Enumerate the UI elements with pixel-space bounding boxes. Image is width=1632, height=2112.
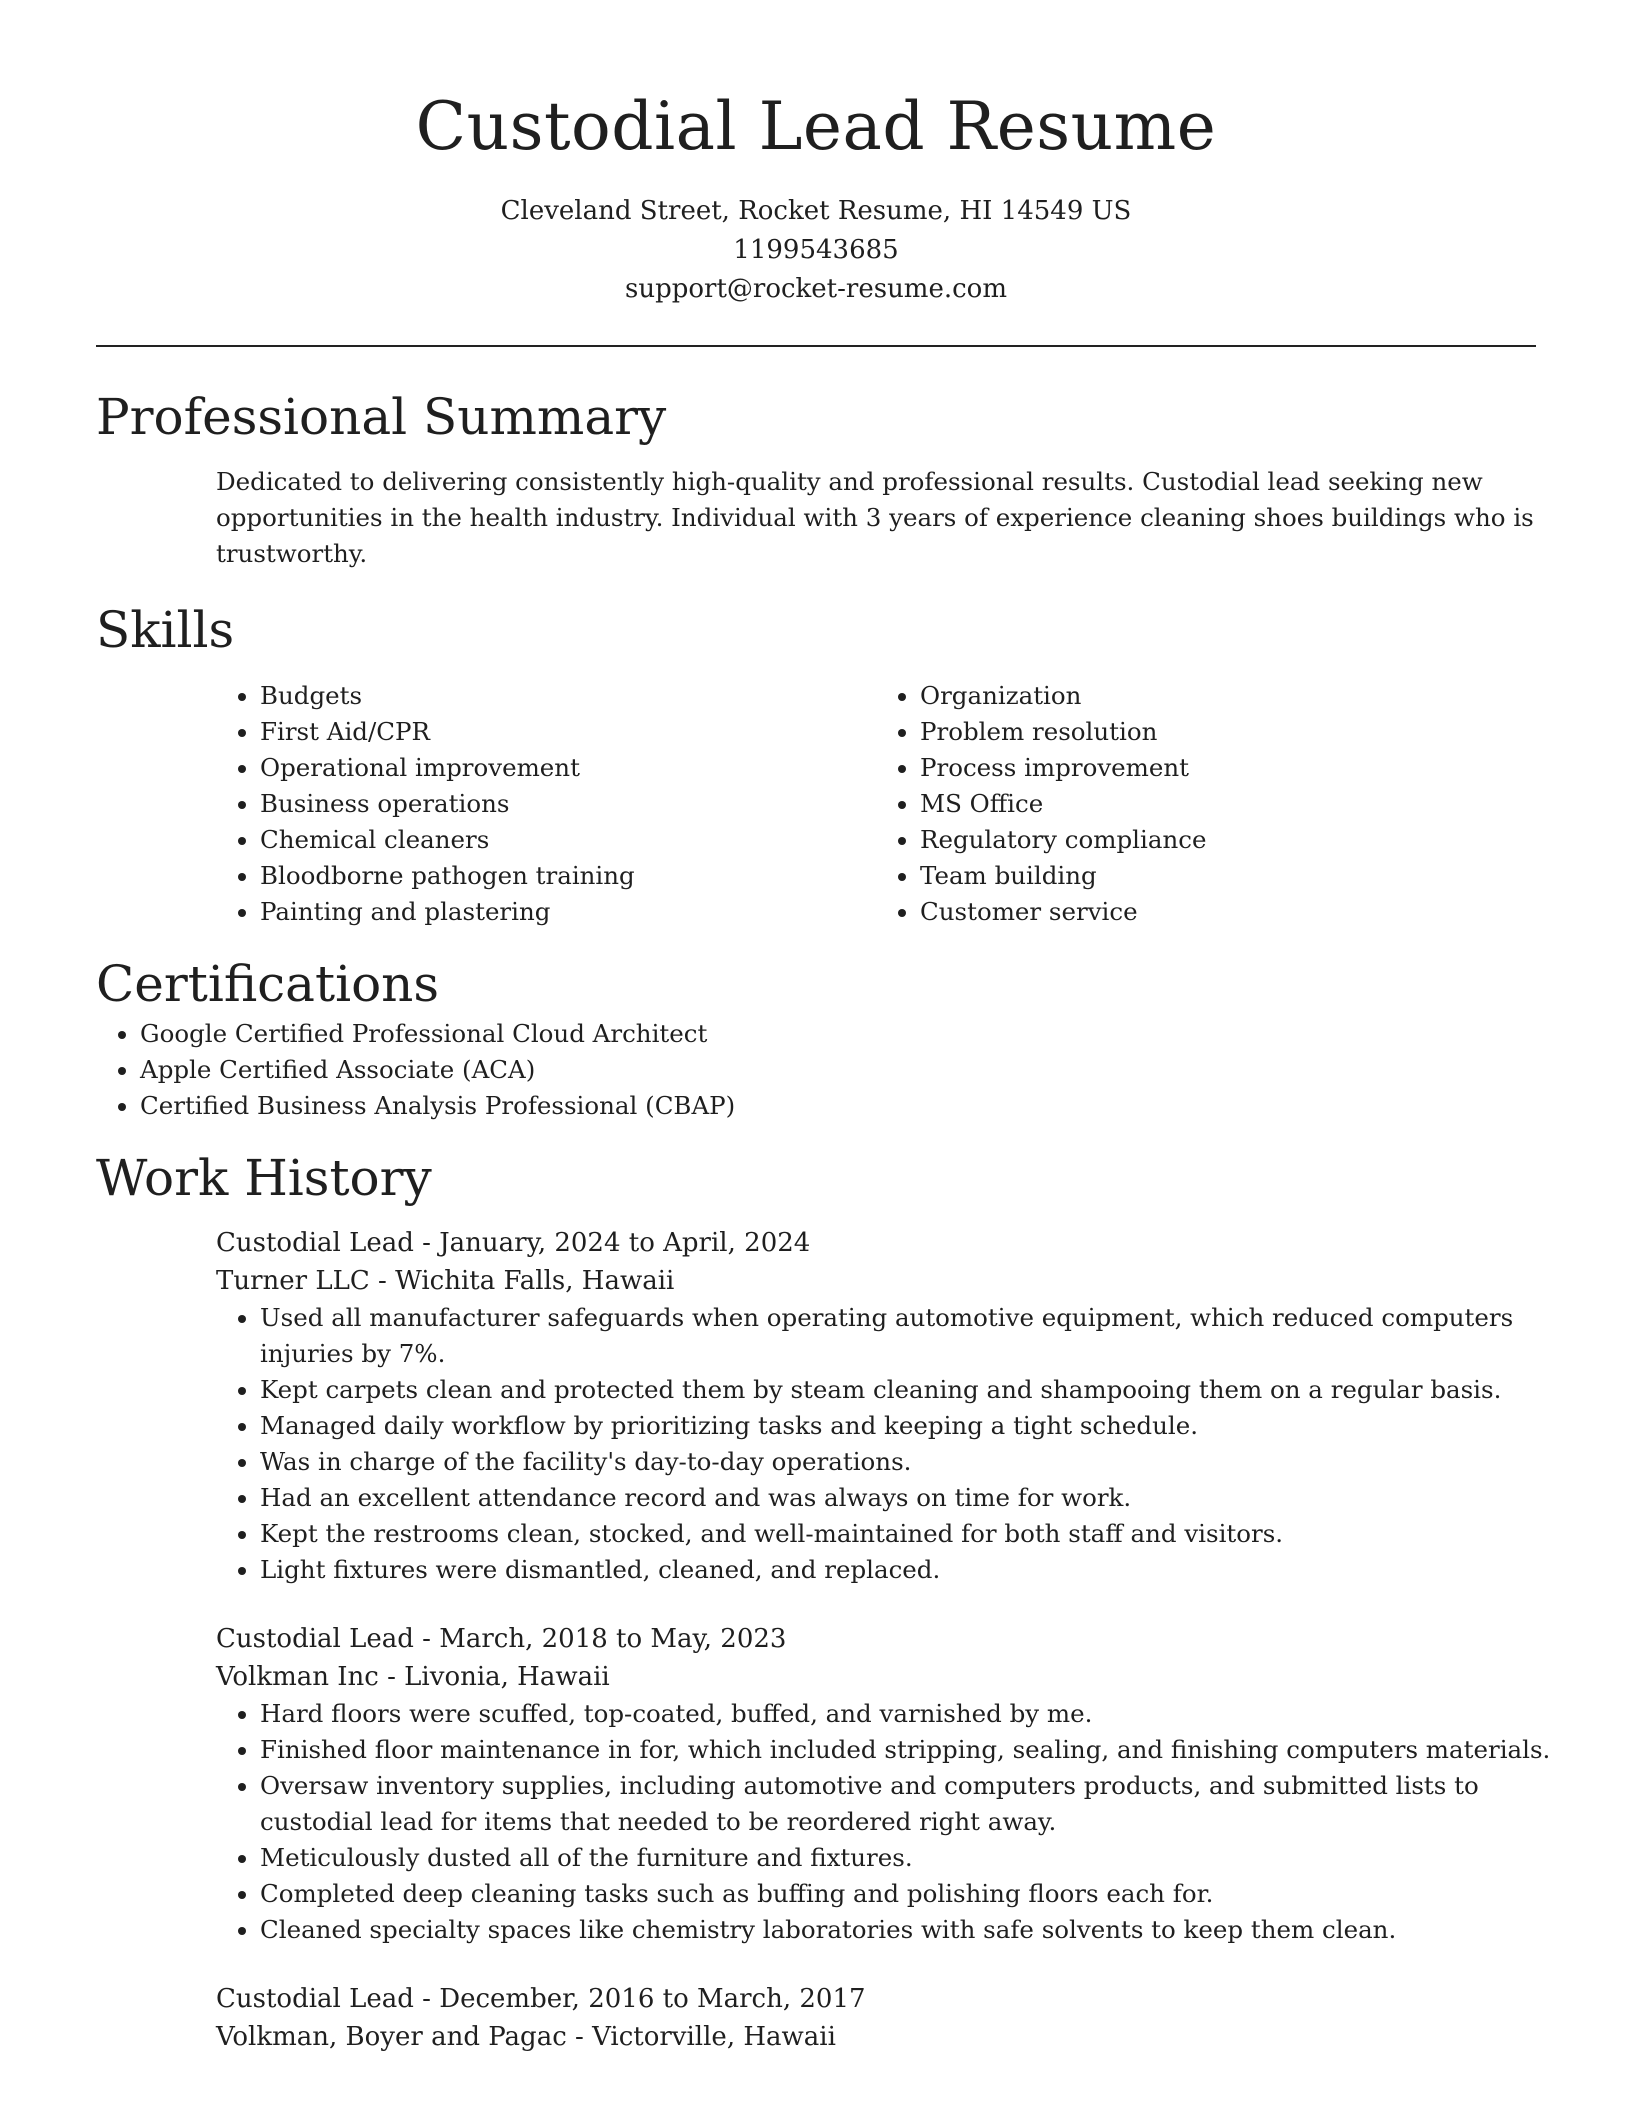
- job-entry: [216, 1980, 1536, 2056]
- job-company: Turner LLC - Wichita Falls, Hawaii: [216, 1266, 675, 1296]
- email: support@rocket-resume.com: [624, 274, 1007, 304]
- job-entry: [216, 1620, 1551, 1948]
- skills-heading: Skills: [96, 601, 235, 659]
- list-item: • Budgets: [260, 678, 876, 714]
- list-item: • Finished floor maintenance in for, which included stripping, sealing, and finishing computers materials.: [260, 1732, 1590, 1768]
- list-item: • Kept carpets clean and protected them by steam cleaning and shampooing them on a regular basis.: [260, 1372, 1590, 1408]
- work-history-heading: Work History: [96, 1149, 432, 1207]
- list-item: • Managed daily workflow by prioritizing tasks and keeping a tight schedule.: [260, 1408, 1590, 1444]
- certifications-heading: Certifications: [96, 955, 440, 1013]
- list-item: • Light fixtures were dismantled, cleaned, and replaced.: [260, 1552, 1590, 1588]
- job-duties: [216, 1300, 1590, 1588]
- job-company: Volkman Inc - Livonia, Hawaii: [216, 1662, 610, 1692]
- list-item: • Was in charge of the facility's day-to-day operations.: [260, 1444, 1590, 1480]
- list-item: • Had an excellent attendance record and was always on time for work.: [260, 1480, 1590, 1516]
- list-item: • Used all manufacturer safeguards when operating automotive equipment, which reduced computers injuries by 7%.: [260, 1300, 1590, 1372]
- list-item: • Hard floors were scuffed, top-coated, buffed, and varnished by me.: [260, 1696, 1590, 1732]
- list-item: • Organization: [920, 678, 1536, 714]
- list-item: • Customer service: [920, 894, 1536, 930]
- summary-text: Dedicated to delivering consistently high-quality and professional results. Custodial lead seeking new opportunities in the health industry. Individual with 3 years of experience cleaning shoes buildings who is trustworthy.: [216, 467, 1534, 568]
- list-item: • Kept the restrooms clean, stocked, and well-maintained for both staff and visitors.: [260, 1516, 1590, 1552]
- skills-list: [216, 678, 1536, 930]
- contact-info: [96, 192, 1536, 309]
- list-item: • Bloodborne pathogen training: [260, 858, 876, 894]
- list-item: • Painting and plastering: [260, 894, 876, 930]
- job-role: Custodial Lead - March, 2018 to May, 2023: [216, 1624, 787, 1654]
- list-item: • Team building: [920, 858, 1536, 894]
- list-item: • Operational improvement: [260, 750, 876, 786]
- list-item: • Regulatory compliance: [920, 822, 1536, 858]
- skills-column-left: [216, 678, 876, 930]
- list-item: • Meticulously dusted all of the furniture and fixtures.: [260, 1840, 1590, 1876]
- job-role: Custodial Lead - January, 2024 to April, 2024: [216, 1228, 811, 1258]
- list-item: • Certified Business Analysis Professional (CBAP): [140, 1088, 1536, 1124]
- certifications-list: [96, 1016, 1536, 1124]
- list-item: • Apple Certified Associate (ACA): [140, 1052, 1536, 1088]
- list-item: • Oversaw inventory supplies, including automotive and computers products, and submitted lists to custodial lead for items that needed to be reordered right away.: [260, 1768, 1590, 1840]
- list-item: • Chemical cleaners: [260, 822, 876, 858]
- resume-title: Custodial Lead Resume: [415, 88, 1217, 165]
- resume-header: [96, 0, 1536, 309]
- job-duties: [216, 1696, 1590, 1948]
- list-item: • Business operations: [260, 786, 876, 822]
- resume-page: [96, 0, 1551, 2056]
- header-divider: [96, 345, 1536, 347]
- address: Cleveland Street, Rocket Resume, HI 14549 US: [500, 196, 1132, 226]
- list-item: • Completed deep cleaning tasks such as buffing and polishing floors each for.: [260, 1876, 1590, 1912]
- list-item: • Cleaned specialty spaces like chemistry laboratories with safe solvents to keep them clean.: [260, 1912, 1590, 1948]
- list-item: • First Aid/CPR: [260, 714, 876, 750]
- phone: 1199543685: [733, 235, 899, 265]
- job-entry: [216, 1224, 1536, 1588]
- job-company: Volkman, Boyer and Pagac - Victorville, Hawaii: [216, 2022, 836, 2052]
- list-item: • Problem resolution: [920, 714, 1536, 750]
- skills-column-right: [876, 678, 1536, 930]
- list-item: • Process improvement: [920, 750, 1536, 786]
- summary-heading: Professional Summary: [96, 388, 667, 446]
- list-item: • MS Office: [920, 786, 1536, 822]
- list-item: • Google Certified Professional Cloud Architect: [140, 1016, 1536, 1052]
- job-role: Custodial Lead - December, 2016 to March, 2017: [216, 1984, 866, 2014]
